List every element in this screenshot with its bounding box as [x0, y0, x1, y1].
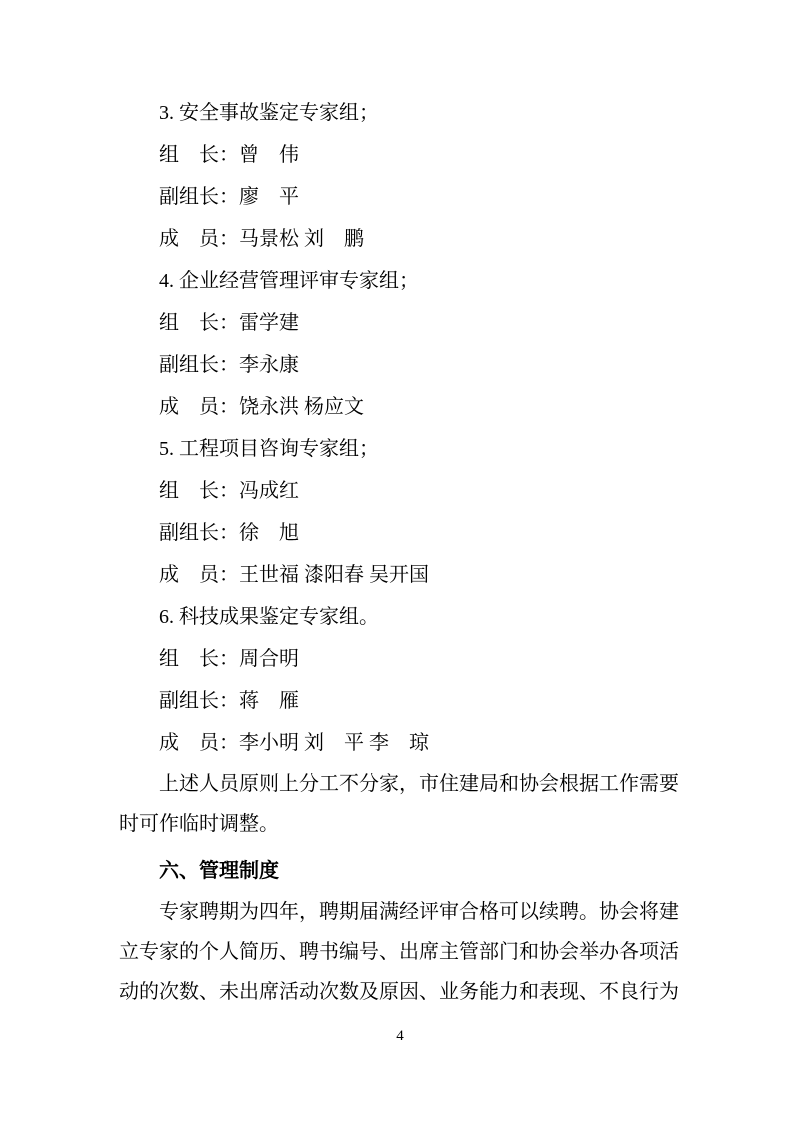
paragraph-line: 专家聘期为四年，聘期届满经评审合格可以续聘。协会将建 — [159, 901, 679, 923]
note-line: 时可作临时调整。 — [119, 813, 279, 835]
paragraph-line: 立专家的个人简历、聘书编号、出席主管部门和协会举办各项活 — [119, 941, 679, 963]
group-members-line: 成 员：王世福 漆阳春 吴开国 — [159, 564, 429, 586]
management-paragraph — [119, 892, 681, 1012]
group-deputy-line: 副组长：徐 旭 — [159, 522, 299, 544]
expert-group-6 — [119, 596, 681, 764]
note-line: 上述人员原则上分工不分家，市住建局和协会根据工作需要 — [159, 773, 679, 795]
page-number: 4 — [396, 1028, 404, 1044]
group-members-line: 成 员：马景松 刘 鹏 — [159, 228, 364, 250]
note-paragraph — [119, 764, 681, 844]
group-deputy-line: 副组长：李永康 — [159, 354, 299, 376]
document-content — [119, 92, 681, 1012]
group-title: 5. 工程项目咨询专家组； — [159, 438, 379, 460]
expert-group-3 — [119, 92, 681, 260]
expert-group-5 — [119, 428, 681, 596]
group-deputy-line: 副组长：蒋 雁 — [159, 690, 299, 712]
group-leader-line: 组 长：曾 伟 — [159, 144, 299, 166]
paragraph-line: 动的次数、未出席活动次数及原因、业务能力和表现、不良行为 — [119, 981, 679, 1003]
group-title: 6. 科技成果鉴定专家组。 — [159, 606, 379, 628]
group-members-line: 成 员：饶永洪 杨应文 — [159, 396, 364, 418]
group-leader-line: 组 长：雷学建 — [159, 312, 299, 334]
group-deputy-line: 副组长：廖 平 — [159, 186, 299, 208]
group-members-line: 成 员：李小明 刘 平 李 琼 — [159, 732, 429, 754]
group-leader-line: 组 长：冯成红 — [159, 480, 299, 502]
group-title: 3. 安全事故鉴定专家组； — [159, 102, 379, 124]
group-leader-line: 组 长：周合明 — [159, 648, 299, 670]
expert-group-4 — [119, 260, 681, 428]
group-title: 4. 企业经营管理评审专家组； — [159, 270, 419, 292]
section-heading: 六、管理制度 — [159, 860, 279, 882]
